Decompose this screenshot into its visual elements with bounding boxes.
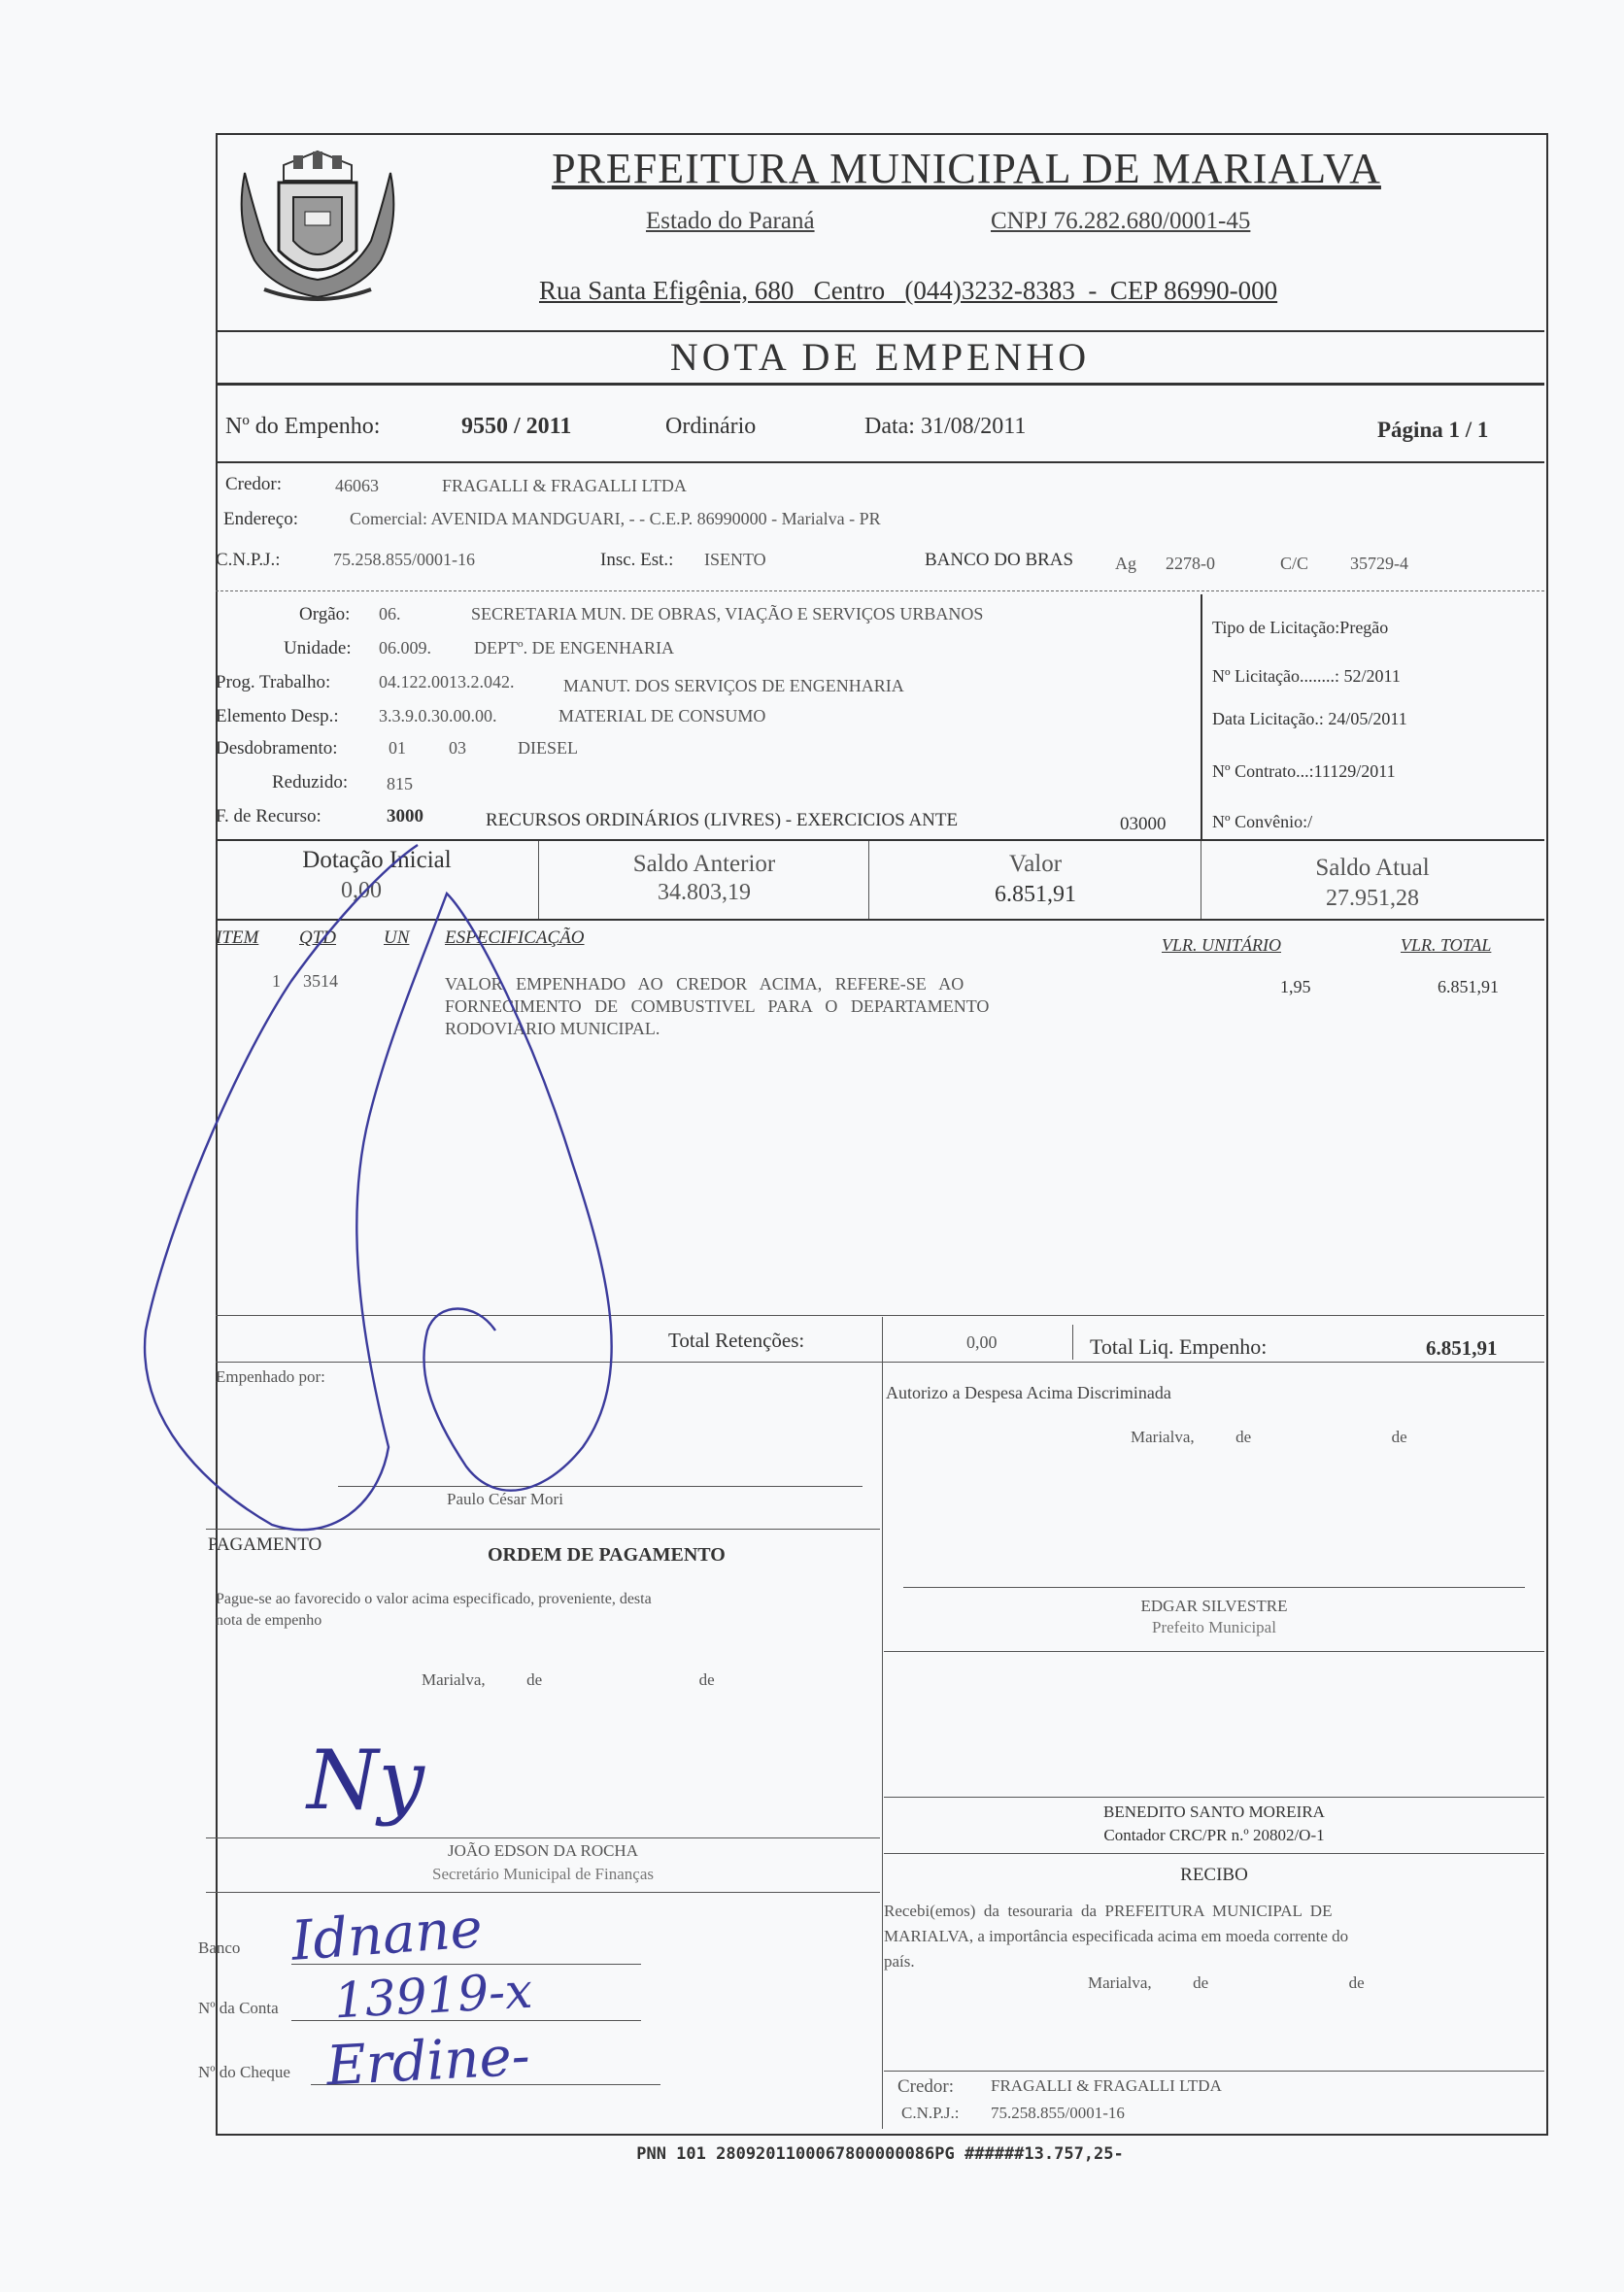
recibo-place-date: Marialva, de de [1088, 1973, 1365, 1992]
unidade-code: 06.009. [379, 638, 431, 657]
recibo-credor-value: FRAGALLI & FRAGALLI LTDA [991, 2076, 1222, 2095]
recurso-code: 3000 [387, 806, 423, 826]
prefeito-role: Prefeito Municipal [1152, 1618, 1276, 1636]
orgao-label: Orgão: [299, 604, 351, 624]
ag-label: Ag [1115, 554, 1136, 573]
item-number: 1 [272, 971, 281, 991]
header-title: PREFEITURA MUNICIPAL DE MARIALVA [552, 145, 1381, 192]
cc-label: C/C [1280, 554, 1309, 573]
conta-label: Nº da Conta [198, 1999, 279, 2017]
signer-empenho: Paulo César Mori [447, 1490, 563, 1508]
item-total-value: 6.851,91 [1438, 977, 1499, 996]
col-qtd: QTD [299, 927, 337, 948]
reduzido-value: 815 [387, 774, 413, 793]
endereco-value: Comercial: AVENIDA MANDGUARI, - - C.E.P. 86990000 - Marialva - PR [350, 509, 881, 528]
col-un: UN [384, 927, 410, 948]
right-place-date: Marialva, de de [1131, 1428, 1407, 1446]
handwritten-cheque: Erdine- [324, 2024, 532, 2099]
empenho-page: Página 1 / 1 [1377, 418, 1489, 442]
recibo-line-2: MARIALVA, a importância especificada acima em moeda corrente do [884, 1927, 1349, 1945]
empenhado-por-label: Empenhado por: [216, 1367, 325, 1386]
reduzido-label: Reduzido: [272, 772, 349, 792]
liquido-label: Total Liq. Empenho: [1090, 1334, 1268, 1359]
ag-value: 2278-0 [1166, 554, 1215, 573]
ordem-pagamento-label: ORDEM DE PAGAMENTO [488, 1544, 726, 1566]
insc-label: Insc. Est.: [600, 550, 674, 570]
item-spec-line-3: RODOVIARIO MUNICIPAL. [445, 1019, 660, 1038]
liquido-value: 6.851,91 [1426, 1336, 1498, 1360]
unidade-value: DEPTº. DE ENGENHARIA [474, 638, 675, 657]
credor-cnpj-label: C.N.P.J.: [216, 550, 281, 570]
retencoes-value: 0,00 [966, 1332, 998, 1352]
handwritten-signature-stroke [126, 826, 631, 1544]
empenho-label: Nº do Empenho: [225, 414, 381, 439]
recurso-value: RECURSOS ORDINÁRIOS (LIVRES) - EXERCICIOS ANTE [486, 810, 959, 830]
desdobramento-b: 03 [449, 738, 466, 758]
col-item: ITEM [216, 927, 259, 948]
credor-code: 46063 [335, 476, 379, 495]
saldo-atual-label: Saldo Atual [1315, 855, 1430, 881]
handwritten-initial: Ny [307, 1733, 424, 1828]
elemento-value: MATERIAL DE CONSUMO [558, 706, 766, 725]
cheque-label: Nº do Cheque [198, 2063, 290, 2081]
cc-value: 35729-4 [1350, 554, 1408, 573]
banco-value: BANCO DO BRAS [925, 550, 1074, 570]
data-licitacao: Data Licitação.: 24/05/2011 [1212, 709, 1407, 728]
autorizo-text: Autorizo a Despesa Acima Discriminada [886, 1383, 1171, 1402]
tipo-licitacao: Tipo de Licitação:Pregão [1212, 618, 1389, 637]
insc-value: ISENTO [704, 550, 766, 569]
dotacao-inicial-label: Dotação Inicial [302, 847, 452, 873]
elemento-code: 3.3.9.0.30.00.00. [379, 706, 497, 725]
pagamento-label: PAGAMENTO [208, 1534, 322, 1555]
dotacao-inicial-value: 0,00 [341, 878, 382, 903]
contador-name: BENEDITO SANTO MOREIRA [1103, 1803, 1325, 1821]
item-unit-value: 1,95 [1280, 977, 1311, 996]
desdobramento-value: DIESEL [518, 738, 578, 758]
header-state: Estado do Paraná [646, 208, 815, 234]
recibo-credor-label: Credor: [897, 2076, 955, 2097]
recibo-label: RECIBO [1180, 1865, 1248, 1885]
doc-title: NOTA DE EMPENHO [669, 335, 1091, 379]
handwritten-conta: 13919-x [332, 1962, 534, 2030]
numero-contrato: Nº Contrato...:11129/2011 [1212, 761, 1396, 781]
left-place-date: Marialva, de de [422, 1670, 715, 1689]
desdobramento-label: Desdobramento: [216, 738, 338, 758]
empenho-type: Ordinário [665, 414, 757, 439]
recurso-label: F. de Recurso: [216, 806, 321, 826]
header-address: Rua Santa Efigênia, 680 Centro (044)3232-8383 - CEP 86990-000 [539, 276, 1278, 305]
numero-convenio: Nº Convênio:/ [1212, 812, 1313, 831]
unidade-label: Unidade: [284, 638, 352, 658]
desdobramento-a: 01 [389, 738, 406, 758]
valor-label: Valor [1008, 851, 1063, 877]
empenho-number: 9550 / 2011 [461, 414, 572, 439]
saldo-atual-value: 27.951,28 [1326, 886, 1419, 911]
prog-label: Prog. Trabalho: [216, 672, 331, 692]
header-cnpj: CNPJ 76.282.680/0001-45 [991, 208, 1251, 234]
credor-name: FRAGALLI & FRAGALLI LTDA [442, 476, 687, 495]
empenho-date: Data: 31/08/2011 [864, 414, 1027, 439]
prefeito-name: EDGAR SILVESTRE [1140, 1597, 1288, 1615]
banco-label: Banco [198, 1938, 241, 1957]
retencoes-label: Total Retenções: [668, 1329, 805, 1352]
signer-secretario: JOÃO EDSON DA ROCHA [448, 1841, 638, 1860]
item-spec-line-1: VALOR EMPENHADO AO CREDOR ACIMA, REFERE-SE AO [445, 974, 964, 994]
valor-value: 6.851,91 [995, 882, 1076, 907]
orgao-code: 06. [379, 604, 401, 624]
elemento-label: Elemento Desp.: [216, 706, 339, 726]
signer-secretario-role: Secretário Municipal de Finanças [431, 1865, 654, 1883]
credor-label: Credor: [225, 474, 283, 494]
contador-role: Contador CRC/PR n.º 20802/O-1 [1103, 1826, 1325, 1844]
col-total: VLR. TOTAL [1401, 935, 1492, 955]
handwritten-banco: Idnane [288, 1897, 485, 1973]
recibo-cnpj-label: C.N.P.J.: [901, 2104, 960, 2122]
col-unit: VLR. UNITÁRIO [1162, 935, 1281, 955]
item-spec-line-2: FORNECIMENTO DE COMBUSTIVEL PARA O DEPARTAMENTO [445, 996, 990, 1016]
saldo-anterior-label: Saldo Anterior [632, 851, 776, 877]
recibo-line-3: país. [884, 1952, 915, 1971]
numero-licitacao: Nº Licitação........: 52/2011 [1212, 666, 1401, 686]
item-qtd: 3514 [303, 971, 338, 991]
recibo-line-1: Recebi(emos) da tesouraria da PREFEITURA MUNICIPAL DE [884, 1902, 1333, 1920]
prog-value: MANUT. DOS SERVIÇOS DE ENGENHARIA [563, 676, 904, 695]
col-spec: ESPECIFICAÇÃO [445, 927, 585, 948]
footer-code: PNN 101 2809201100067800000086PG ######13.757,25- [636, 2144, 1124, 2164]
prog-code: 04.122.0013.2.042. [379, 672, 515, 691]
pague-text-line-2: nota de empenho [216, 1612, 322, 1629]
orgao-value: SECRETARIA MUN. DE OBRAS, VIAÇÃO E SERVIÇOS URBANOS [471, 604, 984, 624]
credor-cnpj: 75.258.855/0001-16 [333, 550, 475, 569]
endereco-label: Endereço: [223, 509, 299, 529]
pague-text-line-1: Pague-se ao favorecido o valor acima especificado, proveniente, desta [216, 1591, 652, 1607]
saldo-anterior-value: 34.803,19 [658, 880, 751, 905]
coat-of-arms-icon [225, 144, 410, 307]
recurso-code2: 03000 [1120, 814, 1167, 834]
recibo-cnpj-value: 75.258.855/0001-16 [991, 2104, 1125, 2122]
